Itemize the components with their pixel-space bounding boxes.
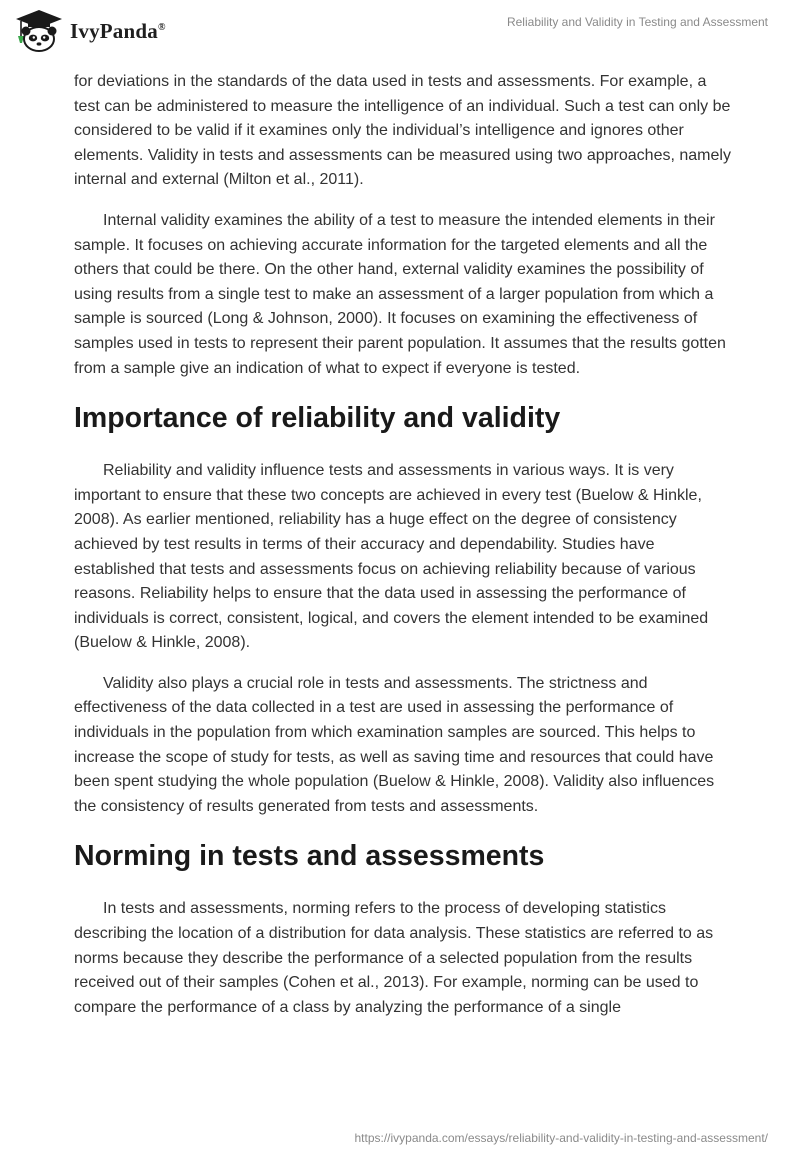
essay-content (74, 70, 734, 1036)
document-title: Reliability and Validity in Testing and Assessment (506, 15, 768, 29)
paragraph: for deviations in the standards of the data used in tests and assessments. For example, a test can be administered to measure the intelligence of an individual. Such a test can only be considered to be valid if it examines only the individual’s intelligence and ignores other elements. Validity in tests and assessments can be measured using two approaches, namely internal and external (Milton et al., 2011). (74, 73, 731, 189)
page-header (0, 0, 800, 70)
panda-graduate-icon (14, 8, 64, 54)
paragraph: Reliability and validity influence tests and assessments in various ways. It is very important to ensure that these two concepts are achieved in every test (Buelow & Hinkle, 2008). As earlier mentioned, reliability has a huge effect on the degree of consistency achieved by test results in terms of their accuracy and dependability. Studies have established that tests and assessments focus on achieving reliability because of various reasons. Reliability helps to ensure that the data used in assessing the performance of individuals is correct, consistent, logical, and covers the element intended to be examined (Buelow & Hinkle, 2008). (74, 462, 709, 652)
paragraph: Validity also plays a crucial role in tests and assessments. The strictness and effectiveness of the data collected in a test are used in assessing the performance of individuals in the population from which examination samples are sourced. This helps to increase the scope of study for tests, as well as saving time and resources that could have been spent studying the whole population (Buelow & Hinkle, 2008). Validity also influences the consistency of results generated from tests and assessments. (74, 674, 715, 815)
logo-wordmark: IvyPanda® (70, 18, 166, 43)
section-heading-norming: Norming in tests and assessments (74, 840, 545, 873)
section-heading-importance: Importance of reliability and validity (74, 402, 561, 435)
ivypanda-logo[interactable] (14, 8, 166, 54)
paragraph: In tests and assessments, norming refers to the process of developing statistics describing the location of a distribution for data analysis. These statistics are referred to as norms because they describe the performance of a selected population from the results received out of their samples (Cohen et al., 2013). For example, norming can be used to compare the performance of a class by analyzing the performance of a single (74, 900, 714, 1016)
source-url[interactable]: https://ivypanda.com/essays/reliability-and-validity-in-testing-and-assessment/ (354, 1131, 768, 1145)
paragraph: Internal validity examines the ability of a test to measure the intended elements in their sample. It focuses on achieving accurate information for the targeted elements and all the others that could be there. On the other hand, external validity examines the possibility of using results from a single test to make an assessment of a larger population from which a sample is sourced (Long & Johnson, 2000). It focuses on examining the effectiveness of samples used in tests to represent their parent population. It assumes that the results gotten from a sample give an indication of what to expect if everyone is tested. (74, 211, 726, 377)
